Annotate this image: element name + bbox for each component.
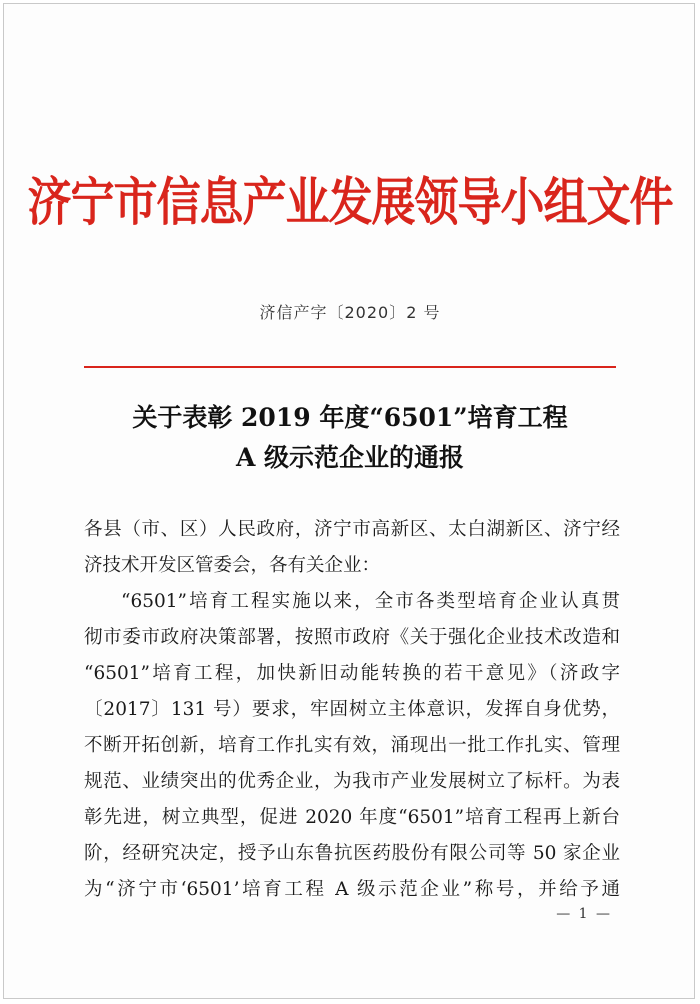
page-number: — 1 —: [556, 906, 612, 922]
body-line: 不断开拓创新，培育工作扎实有效，涌现出一批工作扎实、管理: [84, 735, 620, 756]
body-line: 济技术开发区管委会，各有关企业：: [84, 555, 381, 576]
body-line: 彰先进，树立典型，促进 2020 年度“6501”培育工程再上新台: [84, 807, 620, 828]
notice-title: [0, 398, 700, 478]
body-line: 为“济宁市‘6501’培育工程 A 级示范企业”称号，并给予通: [84, 879, 620, 900]
body-line: 阶，经研究决定，授予山东鲁抗医药股份有限公司等 50 家企业: [84, 843, 620, 864]
issuer-title: 济宁市信息产业发展领导小组文件: [27, 172, 673, 234]
notice-title-line-2: A 级示范企业的通报: [235, 443, 465, 472]
body-line: 各县（市、区）人民政府，济宁市高新区、太白湖新区、济宁经: [84, 519, 620, 540]
body-line: “6501”培育工程，加快新旧动能转换的若干意见》（济政字: [84, 663, 620, 684]
red-divider-line: [84, 366, 616, 368]
body-line: “6501”培育工程实施以来，全市各类型培育企业认真贯: [121, 591, 620, 612]
notice-body: [84, 512, 620, 908]
body-line: 规范、业绩突出的优秀企业，为我市产业发展树立了标杆。为表: [84, 771, 620, 792]
notice-title-line-1: 关于表彰 2019 年度“6501”培育工程: [132, 403, 568, 432]
body-line: 彻市委市政府决策部署，按照市政府《关于强化企业技术改造和: [84, 627, 620, 648]
body-line: 〔2017〕131 号）要求，牢固树立主体意识，发挥自身优势，: [84, 699, 620, 720]
document-number: 济信产字〔2020〕2 号: [259, 303, 441, 322]
